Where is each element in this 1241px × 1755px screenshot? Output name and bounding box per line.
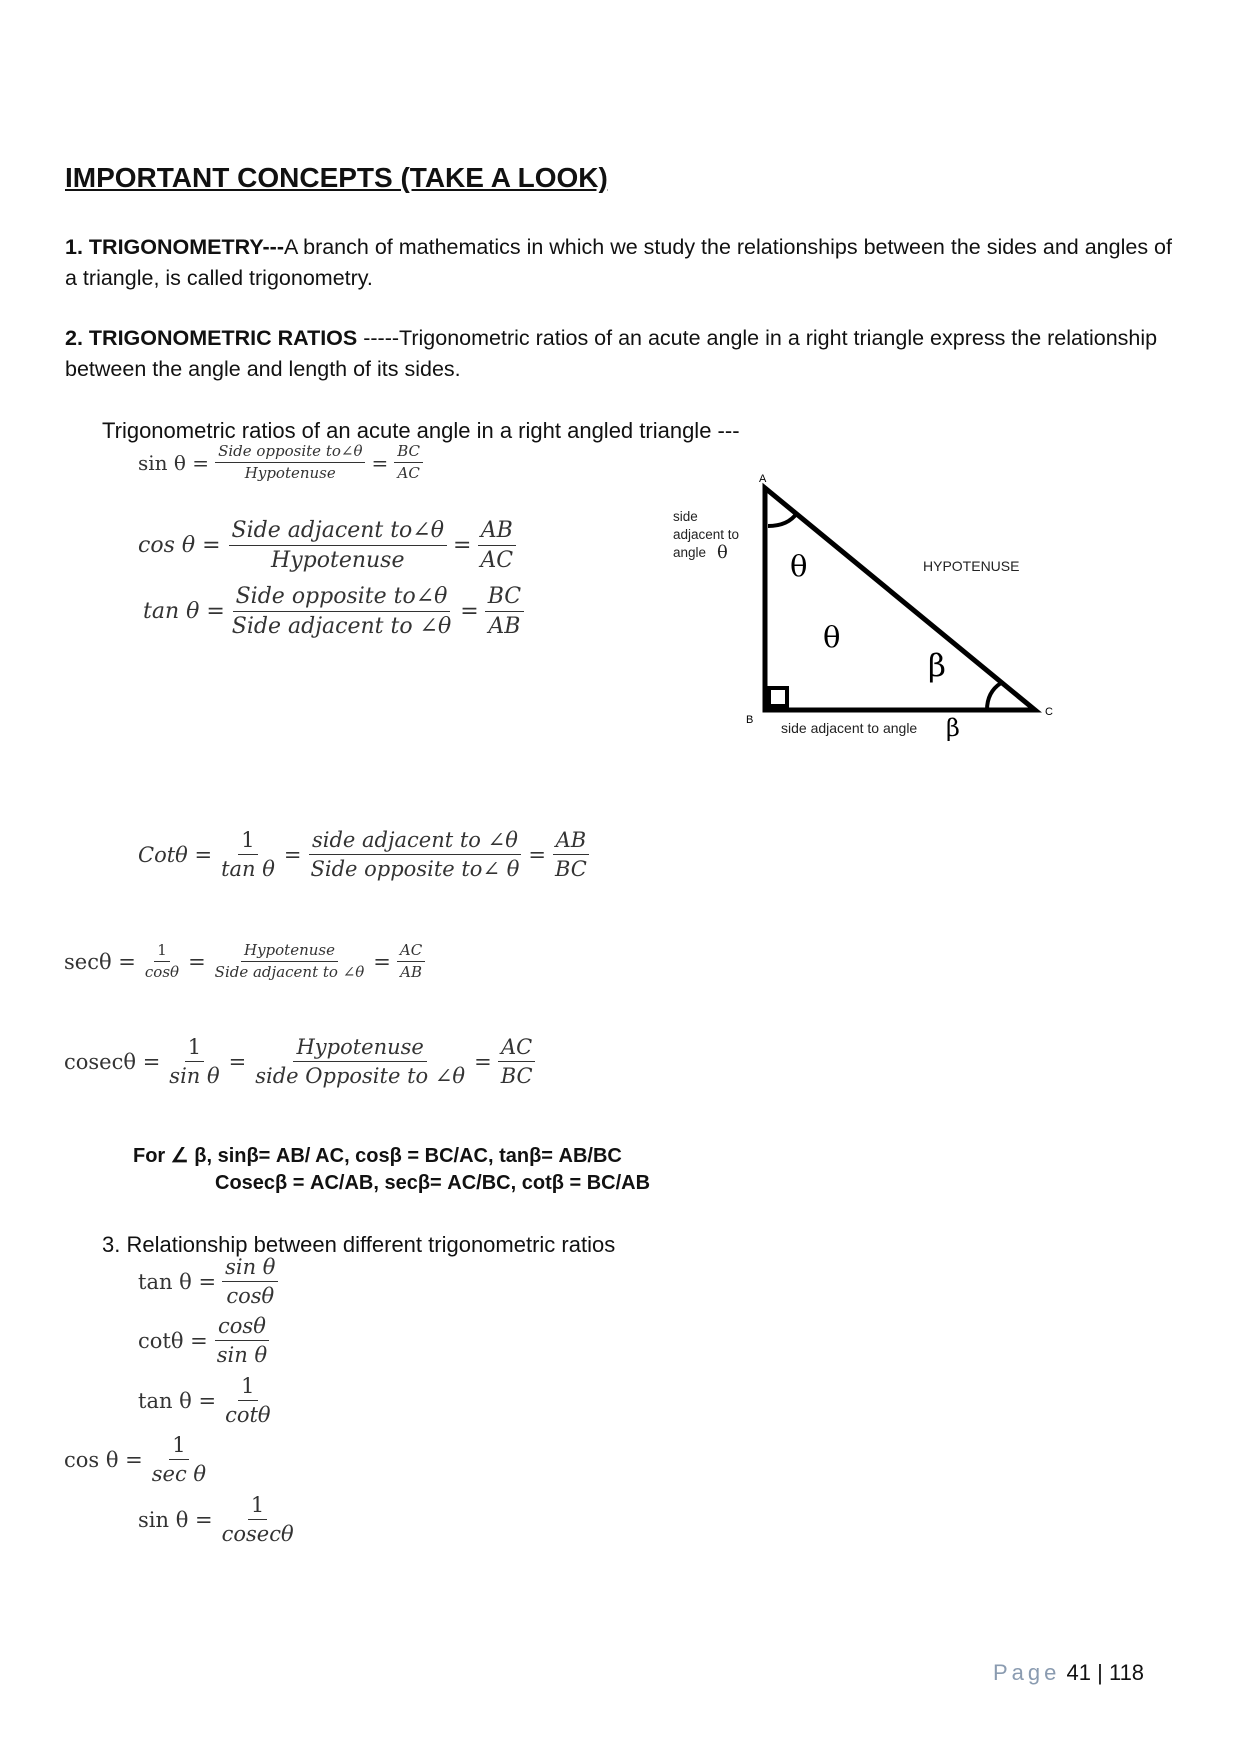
page-title: IMPORTANT CONCEPTS (TAKE A LOOK) bbox=[65, 162, 608, 193]
formula-cot-frac1-num: 1 bbox=[238, 828, 257, 855]
side-adjacent-beta-label: side adjacent to angle bbox=[781, 720, 918, 736]
formula-cot-frac2 bbox=[308, 828, 523, 881]
formula-tan-num: Side opposite to∠θ bbox=[233, 584, 451, 612]
footer-separator: | bbox=[1097, 1660, 1103, 1685]
right-triangle-diagram bbox=[660, 460, 1070, 750]
formula-cosec-frac1-num: 1 bbox=[185, 1035, 204, 1062]
formula-sin-eq: = bbox=[371, 450, 389, 475]
relation-lhs: tan θ = bbox=[138, 1388, 217, 1413]
relation-tan-sin-cos bbox=[138, 1255, 278, 1308]
formula-cot-ratio-num: AB bbox=[553, 828, 590, 855]
relation-num: 1 bbox=[169, 1433, 188, 1460]
relation-frac bbox=[222, 1255, 278, 1308]
formula-sin-frac bbox=[215, 443, 365, 483]
side-adjacent-theta-label-1: side bbox=[673, 509, 698, 524]
formula-cos-ratio-num: AB bbox=[478, 518, 516, 546]
relation-num: sin θ bbox=[222, 1255, 278, 1282]
section-relationships: 3. Relationship between different trigonometric ratios bbox=[102, 1232, 616, 1257]
formula-cot-eq: = bbox=[528, 842, 546, 867]
formula-sin-den: Hypotenuse bbox=[244, 464, 336, 483]
formula-tan-ratio bbox=[485, 584, 524, 640]
formula-sec-frac1-den: cosθ bbox=[144, 963, 180, 982]
section-trigonometry-label: 1. TRIGONOMETRY--- bbox=[65, 235, 284, 259]
relation-cot-cos-sin bbox=[138, 1314, 270, 1367]
relation-lhs: cotθ = bbox=[138, 1328, 208, 1353]
formula-tan-eq: = bbox=[460, 599, 479, 625]
relation-den: cosθ bbox=[226, 1284, 275, 1309]
formula-sec-ratio-num: AC bbox=[397, 942, 425, 962]
page-footer bbox=[993, 1660, 1144, 1686]
vertex-b-label: B bbox=[746, 714, 754, 726]
formula-cosec-frac2 bbox=[252, 1035, 468, 1088]
formula-cot-eq1: = bbox=[283, 842, 302, 867]
relation-lhs: sin θ = bbox=[138, 1507, 213, 1532]
formula-cos-num: Side adjacent to∠θ bbox=[229, 518, 447, 546]
formula-sec-frac1-num: 1 bbox=[154, 942, 170, 962]
beta-ratios-line-2: Cosecβ = AC/AB, secβ= AC/BC, cotβ = BC/AB bbox=[215, 1172, 651, 1194]
footer-page-word: Page bbox=[993, 1660, 1061, 1685]
formula-sec-frac1 bbox=[142, 942, 182, 982]
formula-sin-ratio-num: BC bbox=[394, 443, 423, 463]
formula-cot-lhs: Cotθ = bbox=[138, 842, 213, 867]
hypotenuse-label: HYPOTENUSE bbox=[923, 558, 1020, 574]
formula-sin-lhs: sin θ = bbox=[138, 450, 210, 475]
formula-cos-ratio bbox=[477, 518, 516, 574]
formula-tan-ratio-num: BC bbox=[485, 584, 524, 612]
relation-frac bbox=[149, 1433, 209, 1486]
relation-den: sec θ bbox=[151, 1462, 207, 1487]
relation-frac bbox=[219, 1493, 297, 1546]
formula-tan-frac bbox=[229, 584, 454, 640]
formula-sec-eq1: = bbox=[188, 949, 206, 974]
formula-cosec-ratio-num: AC bbox=[498, 1035, 535, 1062]
vertex-a-label: A bbox=[759, 473, 767, 485]
vertex-c-label: C bbox=[1045, 706, 1053, 718]
formula-cosec-eq1: = bbox=[228, 1049, 247, 1074]
relation-num: 1 bbox=[238, 1374, 257, 1401]
section-ratios-text: -----Trigonometric ratios of an acute angle in a right triangle express the relationship between the angle and length of its sides. bbox=[65, 326, 1158, 381]
formula-sin bbox=[138, 443, 423, 483]
formula-cos-frac bbox=[229, 518, 447, 574]
formula-tan-den: Side adjacent to ∠θ bbox=[231, 614, 452, 640]
section-trigonometry bbox=[65, 232, 1175, 294]
theta-label-upper: θ bbox=[790, 549, 808, 583]
formula-cos-den: Hypotenuse bbox=[271, 548, 405, 574]
formula-sin-ratio-den: AC bbox=[397, 464, 420, 483]
side-adjacent-theta-symbol: θ bbox=[717, 542, 728, 563]
formula-sec bbox=[64, 942, 425, 982]
formula-sec-den: Side adjacent to ∠θ bbox=[214, 963, 365, 982]
relation-frac bbox=[214, 1314, 270, 1367]
formula-cos-lhs: cos θ = bbox=[138, 533, 221, 559]
formula-cosec-frac1-den: sin θ bbox=[169, 1064, 220, 1089]
side-adjacent-beta-symbol: β bbox=[946, 714, 960, 742]
formula-cot-frac1-den: tan θ bbox=[221, 857, 275, 882]
formula-sec-ratio bbox=[397, 942, 425, 982]
beta-ratios-line-1: For ∠ β, sinβ= AB/ AC, cosβ = BC/AC, tanβ= AB/BC bbox=[133, 1145, 622, 1167]
relation-den: cotθ bbox=[225, 1403, 271, 1428]
triangle-outline bbox=[765, 488, 1035, 710]
formula-cosec bbox=[64, 1035, 536, 1088]
relation-num: cosθ bbox=[215, 1314, 269, 1341]
theta-label-lower: θ bbox=[823, 620, 841, 654]
formula-cot-frac1 bbox=[218, 828, 278, 881]
relation-lhs: cos θ = bbox=[64, 1447, 143, 1472]
section-ratios-label: 2. TRIGONOMETRIC RATIOS bbox=[65, 326, 358, 350]
section-ratios bbox=[65, 323, 1175, 385]
right-angle-marker bbox=[769, 688, 787, 706]
angle-c-arc bbox=[987, 683, 1001, 710]
beta-label: β bbox=[928, 648, 946, 684]
relation-den: sin θ bbox=[216, 1343, 268, 1368]
formula-cosec-den: side Opposite to ∠θ bbox=[255, 1064, 466, 1089]
formula-cot-ratio bbox=[552, 828, 590, 881]
formula-cosec-ratio bbox=[498, 1035, 536, 1088]
relation-sin-cosec bbox=[138, 1493, 297, 1546]
formula-sec-eq: = bbox=[373, 949, 391, 974]
formula-sec-lhs: secθ = bbox=[64, 949, 136, 974]
formula-cosec-ratio-den: BC bbox=[500, 1064, 533, 1089]
footer-total-pages: 118 bbox=[1108, 1660, 1145, 1685]
angle-a-arc bbox=[768, 513, 797, 526]
formula-cosec-num: Hypotenuse bbox=[293, 1035, 426, 1062]
formula-sec-ratio-den: AB bbox=[400, 963, 422, 982]
footer-current-page: 41 bbox=[1066, 1660, 1091, 1685]
formula-cos-eq: = bbox=[452, 533, 472, 559]
side-adjacent-theta-label-3: angle bbox=[673, 545, 707, 560]
formula-cosec-frac1 bbox=[166, 1035, 222, 1088]
side-adjacent-theta-label-2: adjacent to bbox=[673, 527, 740, 542]
formula-sin-ratio bbox=[394, 443, 423, 483]
ratios-intro: Trigonometric ratios of an acute angle in a right angled triangle --- bbox=[102, 418, 740, 443]
formula-sin-num: Side opposite to∠θ bbox=[215, 443, 365, 463]
formula-tan bbox=[143, 584, 524, 640]
formula-cosec-eq: = bbox=[474, 1049, 492, 1074]
relation-lhs: tan θ = bbox=[138, 1269, 217, 1294]
formula-tan-lhs: tan θ = bbox=[143, 599, 225, 625]
formula-sec-frac2 bbox=[212, 942, 368, 982]
formula-cot-num: side adjacent to ∠θ bbox=[309, 828, 521, 855]
section-trigonometry-text: A branch of mathematics in which we study the relationships between the sides and angles of a triangle, is called trigonometry. bbox=[65, 235, 1172, 290]
relation-cos-sec bbox=[64, 1433, 209, 1486]
relation-frac bbox=[222, 1374, 274, 1427]
formula-cos bbox=[138, 518, 516, 574]
formula-sec-num: Hypotenuse bbox=[241, 942, 338, 962]
formula-cot bbox=[138, 828, 590, 881]
formula-cos-ratio-den: AC bbox=[480, 548, 514, 574]
relation-num: 1 bbox=[248, 1493, 267, 1520]
formula-cot-ratio-den: BC bbox=[554, 857, 587, 882]
formula-cot-den: Side opposite to∠ θ bbox=[310, 857, 520, 882]
formula-tan-ratio-den: AB bbox=[488, 614, 521, 640]
formula-cosec-lhs: cosecθ = bbox=[64, 1049, 161, 1074]
relation-den: cosecθ bbox=[221, 1522, 294, 1547]
relation-tan-cot bbox=[138, 1374, 274, 1427]
